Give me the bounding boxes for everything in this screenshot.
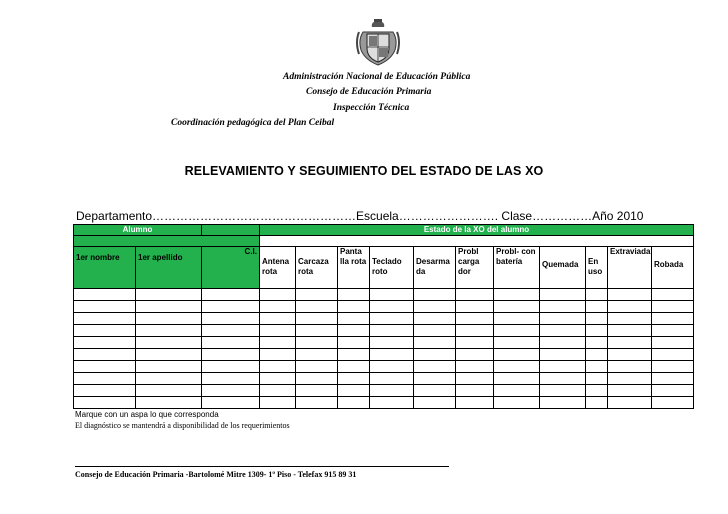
table-cell[interactable] xyxy=(456,361,494,373)
table-cell[interactable] xyxy=(586,313,608,325)
table-cell[interactable] xyxy=(494,397,540,409)
table-cell[interactable] xyxy=(414,301,456,313)
table-cell[interactable] xyxy=(74,301,136,313)
table-cell[interactable] xyxy=(652,301,694,313)
table-cell[interactable] xyxy=(202,385,260,397)
table-cell[interactable] xyxy=(202,313,260,325)
table-cell[interactable] xyxy=(136,325,202,337)
table-cell[interactable] xyxy=(456,313,494,325)
table-cell[interactable] xyxy=(136,289,202,301)
table-cell[interactable] xyxy=(414,313,456,325)
form-fill-line: Departamento……………………………………………Escuela……………………. Clase……………Año 2010 xyxy=(76,209,644,223)
table-cell[interactable] xyxy=(414,361,456,373)
table-cell[interactable] xyxy=(202,301,260,313)
col-header-pantalla: Panta lla rota xyxy=(338,247,370,289)
table-cell[interactable] xyxy=(260,325,296,337)
table-cell[interactable] xyxy=(338,397,370,409)
spacer-alumno xyxy=(74,236,260,247)
table-cell[interactable] xyxy=(338,289,370,301)
table-cell[interactable] xyxy=(370,361,414,373)
table-cell[interactable] xyxy=(608,301,652,313)
table-cell[interactable] xyxy=(456,349,494,361)
table-cell[interactable] xyxy=(74,289,136,301)
table-cell[interactable] xyxy=(494,325,540,337)
coat-of-arms-seal xyxy=(355,18,401,68)
table-cell[interactable] xyxy=(74,361,136,373)
table-cell[interactable] xyxy=(296,301,338,313)
table-cell[interactable] xyxy=(338,325,370,337)
note-instruction: Marque con un aspa lo que corresponda xyxy=(75,410,219,419)
table-cell[interactable] xyxy=(370,373,414,385)
table-cell[interactable] xyxy=(540,349,586,361)
table-cell[interactable] xyxy=(370,325,414,337)
table-column-header-row xyxy=(74,247,694,289)
table-row xyxy=(74,301,694,313)
table-row xyxy=(74,385,694,397)
table-cell[interactable] xyxy=(74,337,136,349)
col-header-extraviada: Extraviada xyxy=(608,247,652,289)
table-cell[interactable] xyxy=(136,373,202,385)
table-group-header-row xyxy=(74,225,694,236)
table-cell[interactable] xyxy=(260,337,296,349)
table-cell[interactable] xyxy=(494,289,540,301)
table-cell[interactable] xyxy=(296,349,338,361)
table-cell[interactable] xyxy=(74,349,136,361)
col-header-probl-cargador: Probl carga dor xyxy=(456,247,494,289)
table-cell[interactable] xyxy=(202,349,260,361)
table-cell[interactable] xyxy=(74,385,136,397)
table-row xyxy=(74,337,694,349)
table-cell[interactable] xyxy=(456,289,494,301)
group-header-alumno: Alumno xyxy=(74,225,202,236)
table-cell[interactable] xyxy=(586,289,608,301)
table-cell[interactable] xyxy=(608,289,652,301)
table-row xyxy=(74,325,694,337)
table-cell[interactable] xyxy=(652,289,694,301)
header-line-administracion: Administración Nacional de Educación Pública xyxy=(283,72,471,82)
table-cell[interactable] xyxy=(296,385,338,397)
table-cell[interactable] xyxy=(608,361,652,373)
table-cell[interactable] xyxy=(202,289,260,301)
table-spacer-row xyxy=(74,236,694,247)
page-title: RELEVAMIENTO Y SEGUIMIENTO DEL ESTADO DE LAS XO xyxy=(184,164,544,178)
table-cell[interactable] xyxy=(296,337,338,349)
table-cell[interactable] xyxy=(414,373,456,385)
table-cell[interactable] xyxy=(494,349,540,361)
col-header-desarma: Desarma da xyxy=(414,247,456,289)
table-cell[interactable] xyxy=(608,313,652,325)
col-header-probl-bateria: Probl- con batería xyxy=(494,247,540,289)
table-cell[interactable] xyxy=(494,313,540,325)
table-cell[interactable] xyxy=(414,349,456,361)
table-cell[interactable] xyxy=(260,301,296,313)
table-row xyxy=(74,313,694,325)
table-cell[interactable] xyxy=(540,313,586,325)
table-cell[interactable] xyxy=(136,337,202,349)
table-cell[interactable] xyxy=(202,325,260,337)
col-header-carcaza: Carcaza rota xyxy=(296,247,338,289)
col-header-teclado: Teclado roto xyxy=(370,247,414,289)
table-cell[interactable] xyxy=(414,397,456,409)
table-cell[interactable] xyxy=(540,397,586,409)
table-cell[interactable] xyxy=(652,397,694,409)
table-cell[interactable] xyxy=(608,397,652,409)
table-cell[interactable] xyxy=(586,325,608,337)
col-header-robada: Robada xyxy=(652,247,694,289)
col-header-quemada: Quemada xyxy=(540,247,586,289)
header-line-inspeccion: Inspección Técnica xyxy=(333,103,410,113)
col-header-nombre: 1er nombre xyxy=(74,247,136,289)
table-cell[interactable] xyxy=(540,301,586,313)
table-cell[interactable] xyxy=(652,337,694,349)
footer-divider xyxy=(75,466,449,467)
table-cell[interactable] xyxy=(586,361,608,373)
table-cell[interactable] xyxy=(652,361,694,373)
table-cell[interactable] xyxy=(338,385,370,397)
table-cell[interactable] xyxy=(338,373,370,385)
footer-address: Consejo de Educación Primaria -Bartolomé Mitre 1309- 1º Piso - Telefax 915 89 31 xyxy=(75,470,357,479)
table-body xyxy=(74,289,694,409)
table-cell[interactable] xyxy=(608,337,652,349)
table-cell[interactable] xyxy=(296,313,338,325)
table-cell[interactable] xyxy=(414,385,456,397)
table-cell[interactable] xyxy=(136,349,202,361)
table-row xyxy=(74,397,694,409)
table-cell[interactable] xyxy=(586,397,608,409)
table-cell[interactable] xyxy=(456,301,494,313)
table-cell[interactable] xyxy=(370,349,414,361)
table-cell[interactable] xyxy=(370,337,414,349)
table-cell[interactable] xyxy=(202,373,260,385)
table-cell[interactable] xyxy=(296,361,338,373)
table-cell[interactable] xyxy=(202,361,260,373)
header-line-consejo: Consejo de Educación Primaria xyxy=(306,87,432,97)
table-cell[interactable] xyxy=(586,385,608,397)
table-cell[interactable] xyxy=(494,385,540,397)
table-cell[interactable] xyxy=(370,397,414,409)
table-cell[interactable] xyxy=(136,397,202,409)
table-cell[interactable] xyxy=(586,301,608,313)
table-row xyxy=(74,373,694,385)
table-cell[interactable] xyxy=(74,373,136,385)
table-cell[interactable] xyxy=(260,373,296,385)
table-cell[interactable] xyxy=(260,313,296,325)
table-cell[interactable] xyxy=(652,325,694,337)
table-cell[interactable] xyxy=(260,397,296,409)
table-cell[interactable] xyxy=(260,289,296,301)
table-cell[interactable] xyxy=(456,397,494,409)
spacer-estado xyxy=(260,236,694,247)
table-cell[interactable] xyxy=(338,361,370,373)
table-cell[interactable] xyxy=(652,313,694,325)
table-cell[interactable] xyxy=(456,373,494,385)
table-cell[interactable] xyxy=(540,337,586,349)
table-cell[interactable] xyxy=(74,313,136,325)
table-cell[interactable] xyxy=(260,385,296,397)
table-cell[interactable] xyxy=(370,301,414,313)
table-cell[interactable] xyxy=(296,397,338,409)
table-cell[interactable] xyxy=(494,301,540,313)
table-cell[interactable] xyxy=(338,337,370,349)
table-cell[interactable] xyxy=(338,313,370,325)
table-cell[interactable] xyxy=(414,325,456,337)
table-cell[interactable] xyxy=(370,313,414,325)
table-cell[interactable] xyxy=(586,337,608,349)
table-cell[interactable] xyxy=(136,313,202,325)
table-cell[interactable] xyxy=(74,397,136,409)
table-cell[interactable] xyxy=(74,325,136,337)
col-header-ci: C.I. xyxy=(202,247,260,289)
table-cell[interactable] xyxy=(494,361,540,373)
col-header-apellido: 1er apellido xyxy=(136,247,202,289)
table-cell[interactable] xyxy=(494,337,540,349)
table-cell[interactable] xyxy=(456,337,494,349)
table-cell[interactable] xyxy=(136,301,202,313)
table-cell[interactable] xyxy=(540,289,586,301)
group-header-estado: Estado de la XO del alumno xyxy=(260,225,694,236)
table-cell[interactable] xyxy=(540,373,586,385)
table-cell[interactable] xyxy=(370,289,414,301)
table-cell[interactable] xyxy=(296,289,338,301)
table-cell[interactable] xyxy=(586,373,608,385)
table-row xyxy=(74,349,694,361)
group-header-blank xyxy=(202,225,260,236)
table-row xyxy=(74,289,694,301)
table-cell[interactable] xyxy=(608,385,652,397)
table-cell[interactable] xyxy=(494,373,540,385)
table-cell[interactable] xyxy=(608,349,652,361)
table-cell[interactable] xyxy=(260,349,296,361)
table-cell[interactable] xyxy=(296,325,338,337)
table-cell[interactable] xyxy=(652,373,694,385)
table-cell[interactable] xyxy=(652,385,694,397)
table-cell[interactable] xyxy=(456,325,494,337)
table-cell[interactable] xyxy=(414,337,456,349)
table-cell[interactable] xyxy=(338,349,370,361)
table-cell[interactable] xyxy=(540,325,586,337)
table-cell[interactable] xyxy=(540,385,586,397)
col-header-antena: Antena rota xyxy=(260,247,296,289)
table-cell[interactable] xyxy=(652,349,694,361)
table-cell[interactable] xyxy=(202,337,260,349)
table-cell[interactable] xyxy=(414,289,456,301)
header-line-coordinacion: Coordinación pedagógica del Plan Ceibal xyxy=(171,118,335,128)
table-cell[interactable] xyxy=(136,385,202,397)
table-cell[interactable] xyxy=(370,385,414,397)
table-cell[interactable] xyxy=(338,301,370,313)
table-cell[interactable] xyxy=(202,397,260,409)
table-cell[interactable] xyxy=(586,349,608,361)
survey-table xyxy=(73,224,694,409)
table-cell[interactable] xyxy=(608,325,652,337)
table-cell[interactable] xyxy=(540,361,586,373)
table-cell[interactable] xyxy=(456,385,494,397)
table-cell[interactable] xyxy=(136,361,202,373)
table-cell[interactable] xyxy=(608,373,652,385)
table-row xyxy=(74,361,694,373)
table-cell[interactable] xyxy=(260,361,296,373)
table-cell[interactable] xyxy=(296,373,338,385)
note-availability: El diagnóstico se mantendrá a disponibilidad de los requerimientos xyxy=(75,421,290,430)
col-header-en-uso: En uso xyxy=(586,247,608,289)
